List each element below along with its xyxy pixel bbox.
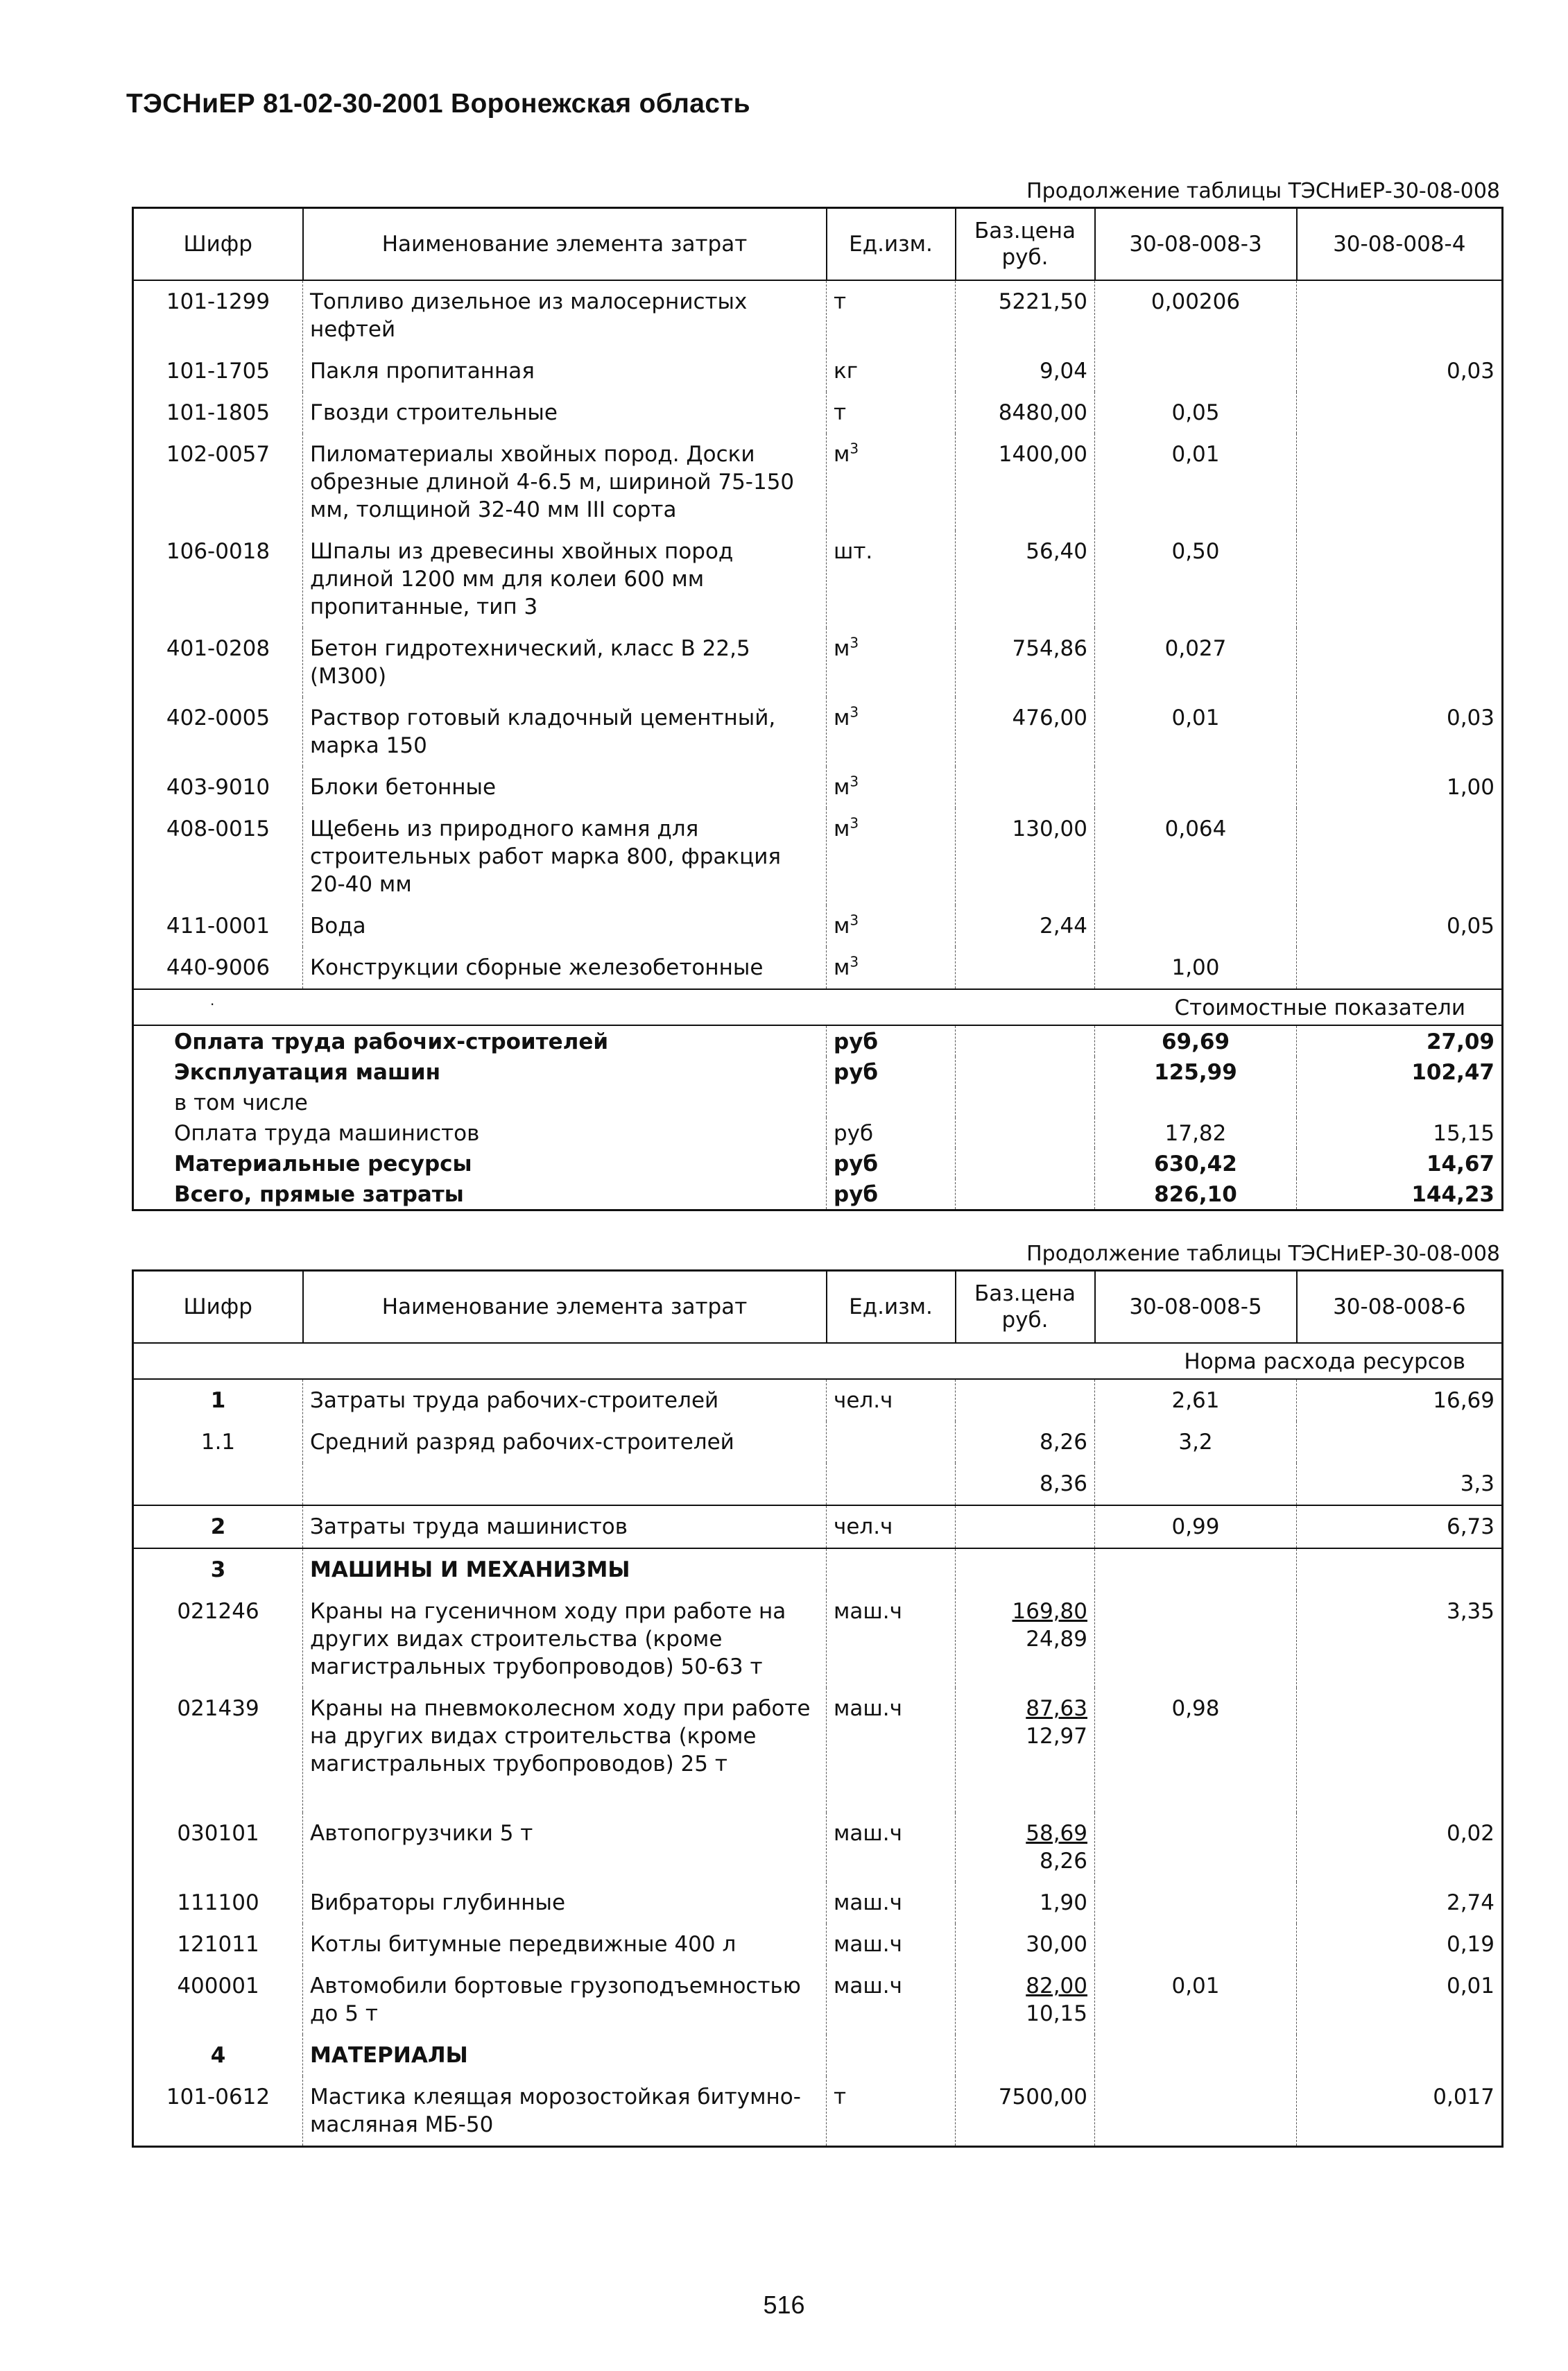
table-row bbox=[133, 697, 1503, 767]
cell-col-a bbox=[1095, 1591, 1297, 1688]
cost-price bbox=[956, 1179, 1095, 1210]
header-code: Шифр bbox=[133, 1271, 303, 1344]
cell-col-a bbox=[1095, 1882, 1297, 1924]
cell-code: 102-0057 bbox=[133, 434, 303, 531]
cell-name: Затраты труда машинистов bbox=[303, 1505, 827, 1548]
cell-col-a bbox=[1095, 1463, 1297, 1505]
cell-col-b: 0,017 bbox=[1297, 2076, 1503, 2147]
cell-price bbox=[956, 1421, 1095, 1463]
cost-name: Всего, прямые затраты bbox=[133, 1179, 827, 1210]
resources-table-2 bbox=[132, 1269, 1504, 2148]
cell-col-b bbox=[1297, 947, 1503, 989]
table-row bbox=[133, 947, 1503, 989]
cell-price bbox=[956, 1548, 1095, 1591]
cell-unit bbox=[827, 280, 956, 350]
table-row bbox=[133, 628, 1503, 697]
cell-price bbox=[956, 767, 1095, 808]
cell-col-a: 2,61 bbox=[1095, 1379, 1297, 1421]
cell-name: Мастика клеящая морозостойкая битумно-масляная МБ-50 bbox=[303, 2076, 827, 2147]
unit-text: м bbox=[834, 955, 850, 980]
unit-text: м bbox=[834, 442, 850, 467]
header-col-a: 30-08-008-3 bbox=[1095, 208, 1297, 281]
cost-row bbox=[133, 1056, 1503, 1087]
cell-col-b bbox=[1297, 392, 1503, 434]
cell-unit bbox=[827, 697, 956, 767]
table-row bbox=[133, 808, 1503, 905]
cell-col-a: 0,50 bbox=[1095, 531, 1297, 628]
cell-name: Средний разряд рабочих-строителей bbox=[303, 1421, 827, 1463]
cell-unit bbox=[827, 531, 956, 628]
section-row bbox=[133, 989, 1503, 1025]
cost-col-a: 69,69 bbox=[1095, 1025, 1297, 1056]
cell-name: Пакля пропитанная bbox=[303, 350, 827, 392]
cell-col-b bbox=[1297, 2035, 1503, 2076]
cell-col-b: 1,00 bbox=[1297, 767, 1503, 808]
cell-name: Затраты труда рабочих-строителей bbox=[303, 1379, 827, 1421]
document-title: ТЭСНиЕР 81-02-30-2001 Воронежская область bbox=[126, 89, 750, 119]
unit-text: кг bbox=[834, 359, 859, 384]
cost-unit: руб bbox=[827, 1025, 956, 1056]
cell-code: 021246 bbox=[133, 1591, 303, 1688]
cell-price bbox=[956, 1505, 1095, 1548]
cell-unit bbox=[827, 1463, 956, 1505]
cell-code: 121011 bbox=[133, 1924, 303, 1965]
cost-col-b: 27,09 bbox=[1297, 1025, 1503, 1056]
unit-text: т bbox=[834, 289, 847, 314]
unit-superscript: 3 bbox=[850, 634, 859, 651]
cost-name: в том числе bbox=[133, 1087, 827, 1118]
cell-price bbox=[956, 2076, 1095, 2147]
cell-name: Топливо дизельное из малосернистых нефтей bbox=[303, 280, 827, 350]
cell-col-a: 0,99 bbox=[1095, 1505, 1297, 1548]
table-row bbox=[133, 1688, 1503, 1813]
table-row bbox=[133, 531, 1503, 628]
cost-price bbox=[956, 1118, 1095, 1148]
cell-code: 400001 bbox=[133, 1965, 303, 2035]
cell-col-a: 0,027 bbox=[1095, 628, 1297, 697]
cell-col-b: 0,02 bbox=[1297, 1813, 1503, 1882]
cell-col-a: 0,98 bbox=[1095, 1688, 1297, 1813]
cell-code: 403-9010 bbox=[133, 767, 303, 808]
header-col-b: 30-08-008-6 bbox=[1297, 1271, 1503, 1344]
cost-col-a: 826,10 bbox=[1095, 1179, 1297, 1210]
price-value: 169,80 bbox=[1012, 1599, 1087, 1624]
cost-row bbox=[133, 1025, 1503, 1056]
header-name: Наименование элемента затрат bbox=[303, 1271, 827, 1344]
cell-price: 8480,00 bbox=[956, 392, 1095, 434]
cost-col-a: 125,99 bbox=[1095, 1056, 1297, 1087]
unit-superscript: 3 bbox=[850, 953, 859, 970]
table-row bbox=[133, 1505, 1503, 1548]
cell-price bbox=[956, 1813, 1095, 1882]
cell-code: 402-0005 bbox=[133, 697, 303, 767]
cell-code: 411-0001 bbox=[133, 905, 303, 947]
cell-price bbox=[956, 2035, 1095, 2076]
cost-col-a: 630,42 bbox=[1095, 1148, 1297, 1179]
cost-unit: руб bbox=[827, 1056, 956, 1087]
cost-col-b: 102,47 bbox=[1297, 1056, 1503, 1087]
table-row bbox=[133, 1965, 1503, 2035]
cell-name: Раствор готовый кладочный цементный, марка 150 bbox=[303, 697, 827, 767]
cell-price: 130,00 bbox=[956, 808, 1095, 905]
cell-name: Автомобили бортовые грузоподъемностью до 5 т bbox=[303, 1965, 827, 2035]
section-row bbox=[133, 1343, 1503, 1379]
cell-code: 440-9006 bbox=[133, 947, 303, 989]
cost-row bbox=[133, 1179, 1503, 1210]
price-value-secondary: 24,89 bbox=[1026, 1627, 1087, 1652]
cell-unit: маш.ч bbox=[827, 1688, 956, 1813]
table-row bbox=[133, 434, 1503, 531]
cell-col-b bbox=[1297, 531, 1503, 628]
cell-col-a: 0,00206 bbox=[1095, 280, 1297, 350]
cell-col-b: 0,19 bbox=[1297, 1924, 1503, 1965]
cell-name: Автопогрузчики 5 т bbox=[303, 1813, 827, 1882]
price-value: 30,00 bbox=[1026, 1932, 1087, 1957]
header-unit: Ед.изм. bbox=[827, 1271, 956, 1344]
table-row bbox=[133, 1379, 1503, 1421]
cell-unit: маш.ч bbox=[827, 1924, 956, 1965]
cell-col-a bbox=[1095, 767, 1297, 808]
cost-col-b: 14,67 bbox=[1297, 1148, 1503, 1179]
cell-code: 101-1299 bbox=[133, 280, 303, 350]
unit-superscript: 3 bbox=[850, 703, 859, 721]
cell-unit bbox=[827, 392, 956, 434]
cost-name: Оплата труда машинистов bbox=[133, 1118, 827, 1148]
resources-table-1 bbox=[132, 207, 1504, 1211]
cell-col-b bbox=[1297, 628, 1503, 697]
cell-unit bbox=[827, 1548, 956, 1591]
cell-name: Краны на гусеничном ходу при работе на других видах строительства (кроме магистральных трубопроводов) 50-63 т bbox=[303, 1591, 827, 1688]
cell-unit bbox=[827, 628, 956, 697]
cell-unit bbox=[827, 947, 956, 989]
cell-price bbox=[956, 1379, 1095, 1421]
cell-code: 3 bbox=[133, 1548, 303, 1591]
cell-code: 021439 bbox=[133, 1688, 303, 1813]
table-row bbox=[133, 392, 1503, 434]
table-row bbox=[133, 2035, 1503, 2076]
cell-unit bbox=[827, 808, 956, 905]
cell-price: 2,44 bbox=[956, 905, 1095, 947]
cell-code: 408-0015 bbox=[133, 808, 303, 905]
cell-col-a: 0,01 bbox=[1095, 434, 1297, 531]
cell-unit: маш.ч bbox=[827, 1882, 956, 1924]
unit-superscript: 3 bbox=[850, 440, 859, 457]
cell-code: 101-1705 bbox=[133, 350, 303, 392]
cell-price bbox=[956, 1924, 1095, 1965]
cell-col-a bbox=[1095, 1813, 1297, 1882]
header-col-b: 30-08-008-4 bbox=[1297, 208, 1503, 281]
cell-unit: маш.ч bbox=[827, 1813, 956, 1882]
cost-col-b bbox=[1297, 1087, 1503, 1118]
cost-unit: руб bbox=[827, 1148, 956, 1179]
header-price: Баз.цена руб. bbox=[956, 208, 1095, 281]
cost-col-a: 17,82 bbox=[1095, 1118, 1297, 1148]
cell-unit: маш.ч bbox=[827, 1965, 956, 2035]
cell-code: 101-0612 bbox=[133, 2076, 303, 2147]
cell-price bbox=[956, 1463, 1095, 1505]
header-price: Баз.цена руб. bbox=[956, 1271, 1095, 1344]
price-value: 8,36 bbox=[1039, 1471, 1087, 1496]
cell-col-b: 3,3 bbox=[1297, 1463, 1503, 1505]
cell-col-a: 3,2 bbox=[1095, 1421, 1297, 1463]
cell-col-a bbox=[1095, 2035, 1297, 2076]
price-value: 8,26 bbox=[1039, 1430, 1087, 1455]
price-value: 7500,00 bbox=[998, 2085, 1087, 2109]
cell-code: 1.1 bbox=[133, 1421, 303, 1463]
table2-section bbox=[133, 1343, 1503, 1379]
cell-col-a bbox=[1095, 1548, 1297, 1591]
table1-caption: Продолжение таблицы ТЭСНиЕР-30-08-008 bbox=[1026, 179, 1500, 203]
cell-name: МАШИНЫ И МЕХАНИЗМЫ bbox=[303, 1548, 827, 1591]
table-row bbox=[133, 1924, 1503, 1965]
cell-col-a: 0,01 bbox=[1095, 697, 1297, 767]
cell-name: Пиломатериалы хвойных пород. Доски обрезные длиной 4-6.5 м, шириной 75-150 мм, толщиной 32-40 мм III сорта bbox=[303, 434, 827, 531]
cell-col-a bbox=[1095, 350, 1297, 392]
cell-unit: т bbox=[827, 2076, 956, 2147]
cell-name: Вода bbox=[303, 905, 827, 947]
cell-col-a bbox=[1095, 1924, 1297, 1965]
cell-price bbox=[956, 1591, 1095, 1688]
cost-name: Эксплуатация машин bbox=[133, 1056, 827, 1087]
unit-text: м bbox=[834, 914, 850, 939]
unit-superscript: 3 bbox=[850, 814, 859, 832]
cost-name: Оплата труда рабочих-строителей bbox=[133, 1025, 827, 1056]
cost-col-b: 144,23 bbox=[1297, 1179, 1503, 1210]
unit-text: т bbox=[834, 400, 847, 425]
price-value: 1,90 bbox=[1039, 1890, 1087, 1915]
table1-body bbox=[133, 280, 1503, 989]
cell-col-b: 0,03 bbox=[1297, 697, 1503, 767]
header-name: Наименование элемента затрат bbox=[303, 208, 827, 281]
cell-col-b bbox=[1297, 434, 1503, 531]
cell-col-b: 0,03 bbox=[1297, 350, 1503, 392]
table2-body bbox=[133, 1379, 1503, 2147]
unit-text: м bbox=[834, 636, 850, 661]
price-value: 87,63 bbox=[1026, 1696, 1087, 1721]
section-label: Норма расхода ресурсов bbox=[133, 1343, 1503, 1379]
cell-col-a bbox=[1095, 2076, 1297, 2147]
table-row bbox=[133, 280, 1503, 350]
cell-col-b: 0,05 bbox=[1297, 905, 1503, 947]
cell-col-b bbox=[1297, 280, 1503, 350]
cell-code: 4 bbox=[133, 2035, 303, 2076]
cell-name: Гвозди строительные bbox=[303, 392, 827, 434]
cell-col-b bbox=[1297, 808, 1503, 905]
table1-header-row bbox=[133, 208, 1503, 281]
cell-name: Вибраторы глубинные bbox=[303, 1882, 827, 1924]
table1-cost-body bbox=[133, 989, 1503, 1210]
cell-unit bbox=[827, 767, 956, 808]
cost-row bbox=[133, 1087, 1503, 1118]
table-row bbox=[133, 1463, 1503, 1505]
cell-code: 2 bbox=[133, 1505, 303, 1548]
table-row bbox=[133, 1882, 1503, 1924]
cell-price bbox=[956, 1965, 1095, 2035]
cell-price: 9,04 bbox=[956, 350, 1095, 392]
cost-price bbox=[956, 1025, 1095, 1056]
price-value: 82,00 bbox=[1026, 1974, 1087, 1998]
cost-price bbox=[956, 1148, 1095, 1179]
header-unit: Ед.изм. bbox=[827, 208, 956, 281]
cost-row bbox=[133, 1148, 1503, 1179]
table-row bbox=[133, 1548, 1503, 1591]
cost-row bbox=[133, 1118, 1503, 1148]
cost-price bbox=[956, 1056, 1095, 1087]
section-label: Стоимостные показатели bbox=[133, 989, 1503, 1025]
cell-price bbox=[956, 1688, 1095, 1813]
cell-unit: маш.ч bbox=[827, 1591, 956, 1688]
cell-price bbox=[956, 1882, 1095, 1924]
cell-code: 101-1805 bbox=[133, 392, 303, 434]
cell-name: Бетон гидротехнический, класс В 22,5 (М300) bbox=[303, 628, 827, 697]
table-row bbox=[133, 1591, 1503, 1688]
cost-col-b: 15,15 bbox=[1297, 1118, 1503, 1148]
cell-unit: чел.ч bbox=[827, 1379, 956, 1421]
cost-price bbox=[956, 1087, 1095, 1118]
cost-unit bbox=[827, 1087, 956, 1118]
header-code: Шифр bbox=[133, 208, 303, 281]
unit-text: шт. bbox=[834, 539, 873, 564]
cell-col-a: 0,01 bbox=[1095, 1965, 1297, 2035]
cost-col-a bbox=[1095, 1087, 1297, 1118]
cell-col-b bbox=[1297, 1421, 1503, 1463]
cell-price: 1400,00 bbox=[956, 434, 1095, 531]
cost-unit: руб bbox=[827, 1179, 956, 1210]
unit-text: м bbox=[834, 775, 850, 800]
table-row bbox=[133, 767, 1503, 808]
cell-unit bbox=[827, 434, 956, 531]
price-value-secondary: 10,15 bbox=[1026, 2001, 1087, 2026]
cell-name: Краны на пневмоколесном ходу при работе на других видах строительства (кроме магистральных трубопроводов) 25 т bbox=[303, 1688, 827, 1813]
cell-code: 106-0018 bbox=[133, 531, 303, 628]
cell-code: 111100 bbox=[133, 1882, 303, 1924]
unit-superscript: 3 bbox=[850, 911, 859, 929]
cell-col-a: 0,064 bbox=[1095, 808, 1297, 905]
table-row bbox=[133, 350, 1503, 392]
cell-name: Котлы битумные передвижные 400 л bbox=[303, 1924, 827, 1965]
cell-unit bbox=[827, 1421, 956, 1463]
cell-name: Шпалы из древесины хвойных пород длиной 1200 мм для колеи 600 мм пропитанные, тип 3 bbox=[303, 531, 827, 628]
cell-price: 754,86 bbox=[956, 628, 1095, 697]
cell-col-a: 1,00 bbox=[1095, 947, 1297, 989]
cell-col-b: 0,01 bbox=[1297, 1965, 1503, 2035]
cell-col-a: 0,05 bbox=[1095, 392, 1297, 434]
table-row bbox=[133, 1421, 1503, 1463]
cell-unit bbox=[827, 905, 956, 947]
cell-price: 5221,50 bbox=[956, 280, 1095, 350]
cell-col-b bbox=[1297, 1688, 1503, 1813]
cell-code bbox=[133, 1463, 303, 1505]
cell-name: Блоки бетонные bbox=[303, 767, 827, 808]
price-value-secondary: 12,97 bbox=[1026, 1724, 1087, 1749]
cell-unit: чел.ч bbox=[827, 1505, 956, 1548]
cost-name: Материальные ресурсы bbox=[133, 1148, 827, 1179]
cost-unit: руб bbox=[827, 1118, 956, 1148]
cell-code: 401-0208 bbox=[133, 628, 303, 697]
stray-mark: · bbox=[210, 996, 215, 1013]
header-col-a: 30-08-008-5 bbox=[1095, 1271, 1297, 1344]
cell-col-b: 2,74 bbox=[1297, 1882, 1503, 1924]
price-value: 58,69 bbox=[1026, 1821, 1087, 1846]
price-value-secondary: 8,26 bbox=[1039, 1849, 1087, 1874]
cell-price bbox=[956, 947, 1095, 989]
unit-text: м bbox=[834, 816, 850, 841]
table2-header-row bbox=[133, 1271, 1503, 1344]
table-row bbox=[133, 905, 1503, 947]
cell-col-b: 6,73 bbox=[1297, 1505, 1503, 1548]
cell-code: 030101 bbox=[133, 1813, 303, 1882]
cell-name bbox=[303, 1463, 827, 1505]
table-row bbox=[133, 2076, 1503, 2147]
cell-name: Конструкции сборные железобетонные bbox=[303, 947, 827, 989]
cell-col-b bbox=[1297, 1548, 1503, 1591]
cell-price: 476,00 bbox=[956, 697, 1095, 767]
unit-superscript: 3 bbox=[850, 773, 859, 790]
unit-text: м bbox=[834, 705, 850, 730]
table-row bbox=[133, 1813, 1503, 1882]
cell-unit bbox=[827, 2035, 956, 2076]
cell-col-a bbox=[1095, 905, 1297, 947]
cell-col-b: 3,35 bbox=[1297, 1591, 1503, 1688]
cell-price: 56,40 bbox=[956, 531, 1095, 628]
page-number: 516 bbox=[763, 2291, 805, 2319]
cell-name: МАТЕРИАЛЫ bbox=[303, 2035, 827, 2076]
cell-unit bbox=[827, 350, 956, 392]
cell-name: Щебень из природного камня для строительных работ марка 800, фракция 20-40 мм bbox=[303, 808, 827, 905]
cell-code: 1 bbox=[133, 1379, 303, 1421]
table2-caption: Продолжение таблицы ТЭСНиЕР-30-08-008 bbox=[1026, 1242, 1500, 1266]
cell-col-b: 16,69 bbox=[1297, 1379, 1503, 1421]
